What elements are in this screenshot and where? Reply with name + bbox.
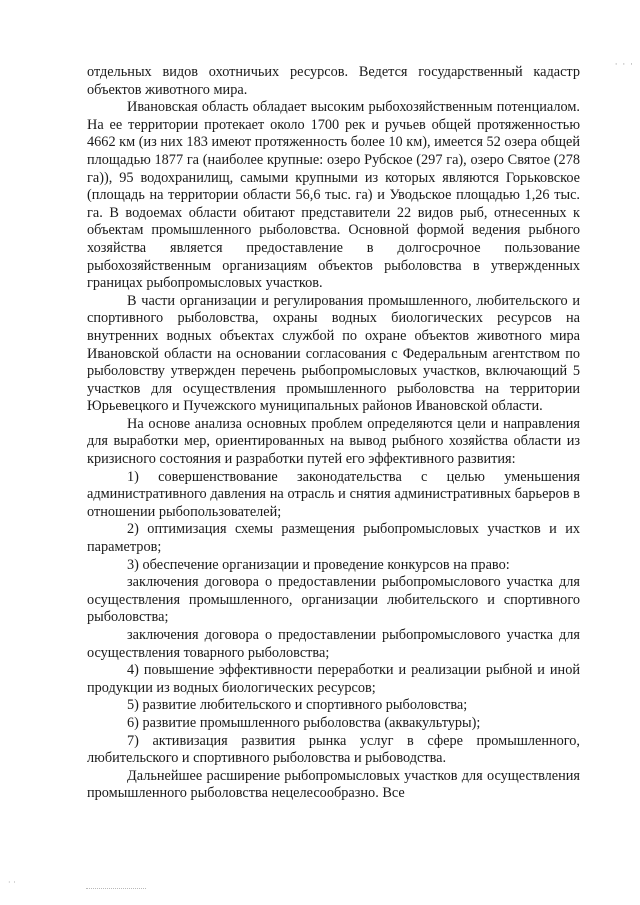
list-subitem-industrial: заключения договора о предоставлении рыбопромыслового участка для осуществления промышленного, организации любительского и спортивного рыболовства; — [87, 574, 580, 626]
paragraph-fishery-potential: Ивановская область обладает высоким рыбохозяйственным потенциалом. На ее территории протекает около 1700 рек и ручьев общей протяженностью 4662 км (из них 183 имеют протяженность более 10 км), имеется 52 озера общей площадью 1877 га (наиболее крупные: озеро Рубское (297 га), озеро Святое (278 га)), 95 водохранилищ, самыми крупными из которых являются Горьковское (площадь на территории области 56,6 тыс. га) и Уводьское площадью 1,26 тыс. га. В водоемах области обитают представители 22 видов рыб, отнесенных к объектам промышленного рыболовства. Основной формой ведения рыбного хозяйства является предоставление в долгосрочное пользование рыбохозяйственным организациям объектов рыболовства в утвержденных границах рыбопромысловых участков. — [87, 99, 580, 292]
list-item-7: 7) активизация развития рынка услуг в сфере промышленного, любительского и спортивного рыболовства и рыбоводства. — [87, 732, 580, 767]
list-item-3: 3) обеспечение организации и проведение конкурсов на право: — [127, 556, 510, 573]
list-subitem-commodity: заключения договора о предоставлении рыбопромыслового участка для осуществления товарного рыболовства; — [87, 627, 580, 661]
paragraph-final: Дальнейшее расширение рыбопромысловых участков для осуществления промышленного рыболовства нецелесообразно. Все — [87, 767, 580, 802]
list-item-2: 2) оптимизация схемы размещения рыбопромысловых участков и их параметров; — [87, 521, 580, 556]
scan-artifact-corner: · · — [8, 878, 16, 887]
paragraph-continuation: отдельных видов охотничьих ресурсов. Ведется государственный кадастр объектов животного мира. — [87, 64, 580, 98]
paragraph-regulation: В части организации и регулирования промышленного, любительского и спортивного рыболовства, охраны водных биологических ресурсов на внутренних водных объектах службой по охране объектов животного мира Ивановской области на основании согласования с Федеральным агентством по рыболовству утвержден перечень рыбопромысловых участков, включающий 5 участков для осуществления промышленного рыболовства на территории Юрьевецкого и Пучежского муниципальных районов Ивановской области. — [87, 292, 580, 415]
list-item-5: 5) развитие любительского и спортивного рыболовства; — [127, 697, 468, 714]
list-item-6: 6) развитие промышленного рыболовства (аквакультуры); — [127, 714, 481, 731]
list-item-4: 4) повышение эффективности переработки и реализации рыбной и иной продукции из водных биологических ресурсов; — [87, 662, 580, 696]
scan-artifact-right: · · · — [614, 60, 634, 70]
document-body — [87, 64, 580, 803]
paragraph-goals: На основе анализа основных проблем определяются цели и направления для выработки мер, ориентированных на вывод рыбного хозяйства области из кризисного состояния и разработки путей его эффективного развития: — [87, 415, 580, 468]
list-item-1: 1) совершенствование законодательства с целью уменьшения административного давления на отрасль и снятия административных барьеров в отношении рыбопользователей; — [87, 468, 580, 520]
scan-artifact-bottom-line — [86, 888, 146, 891]
